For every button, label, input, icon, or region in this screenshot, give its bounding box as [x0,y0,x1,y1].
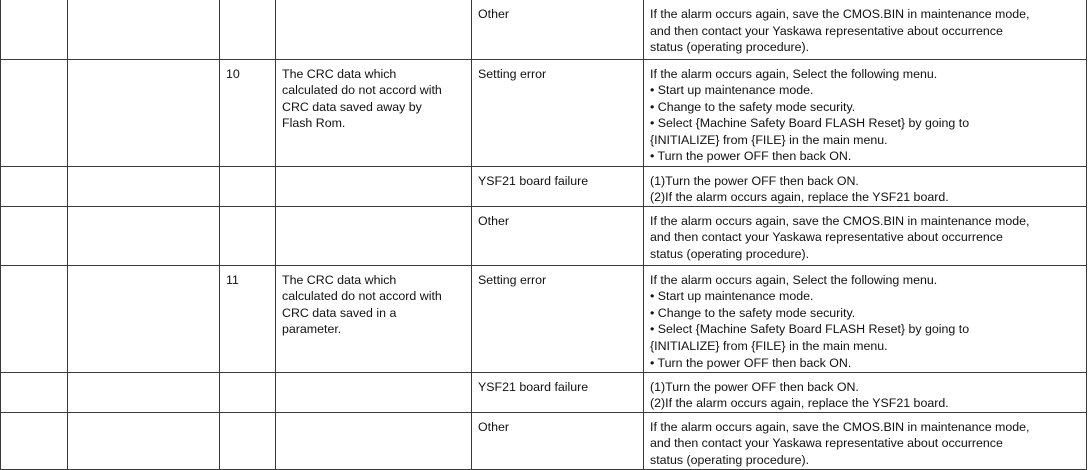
remedy-line: • Change to the safety mode security. [650,305,856,320]
alarm-name-cell [68,265,220,372]
remedy-line: and then contact your Yaskawa representative about occurrence [650,230,1003,245]
alarm-number-cell [1,59,68,166]
remedy-line: (2)If the alarm occurs again, replace the YSF21 board. [650,396,949,411]
alarm-table-body [1,0,1087,469]
remedy-line: If the alarm occurs again, Select the following menu. [650,66,938,81]
remedy-line: • Select {Machine Safety Board FLASH Reset} by going to [650,116,970,131]
meaning-line: CRC data saved away by [282,99,422,114]
cause-text: YSF21 board failure [478,379,589,394]
cause-text: Setting error [478,272,547,287]
alarm-name-cell [68,372,220,412]
remedy-line: • Select {Machine Safety Board FLASH Reset} by going to [650,322,970,337]
cause-cell [472,206,644,265]
subcode-cell [220,166,276,206]
remedy-line: status (operating procedure). [650,40,810,55]
alarm-number-cell [1,265,68,372]
subcode-value: 10 [226,66,240,81]
meaning-cell [276,412,472,469]
cause-text: Other [478,7,509,21]
table-row [1,166,1087,206]
remedy-line: status (operating procedure). [650,453,810,468]
alarm-number-cell [1,372,68,412]
table-row [1,265,1087,372]
alarm-name-cell [68,166,220,206]
alarm-number-cell [1,206,68,265]
cause-text: YSF21 board failure [478,173,589,188]
remedy-line: and then contact your Yaskawa representative about occurrence [650,436,1003,451]
remedy-line: {INITIALIZE} from {FILE} in the main menu. [650,132,888,147]
cause-cell [472,372,644,412]
remedy-line: and then contact your Yaskawa representative about occurrence [650,23,1003,38]
alarm-name-cell [68,412,220,469]
meaning-cell [276,206,472,265]
meaning-cell [276,166,472,206]
subcode-cell [220,265,276,372]
remedy-cell [644,166,1087,206]
cause-cell [472,59,644,166]
table-row [1,0,1087,59]
remedy-line: If the alarm occurs again, save the CMOS.BIN in maintenance mode, [650,213,1030,228]
cause-cell [472,412,644,469]
table-row [1,372,1087,412]
cause-cell [472,166,644,206]
meaning-cell [276,372,472,412]
cause-text: Setting error [478,66,547,81]
subcode-cell [220,0,276,59]
subcode-value: 11 [226,272,239,287]
subcode-cell [220,372,276,412]
remedy-line: (1)Turn the power OFF then back ON. [650,173,859,188]
cause-cell [472,265,644,372]
alarm-name-cell [68,0,220,59]
cause-cell [472,0,644,59]
alarm-name-cell [68,206,220,265]
subcode-cell [220,206,276,265]
meaning-line: parameter. [282,322,342,337]
alarm-number-cell [1,412,68,469]
meaning-line: calculated do not accord with [282,289,442,304]
remedy-line: If the alarm occurs again, Select the following menu. [650,272,938,287]
cause-text: Other [478,419,509,434]
cause-text: Other [478,213,509,228]
remedy-cell [644,372,1087,412]
meaning-cell [276,265,472,372]
remedy-line: • Turn the power OFF then back ON. [650,149,852,164]
remedy-cell [644,206,1087,265]
table-row [1,59,1087,166]
remedy-line: {INITIALIZE} from {FILE} in the main menu. [650,339,888,354]
remedy-line: • Start up maintenance mode. [650,289,814,304]
remedy-cell [644,59,1087,166]
meaning-line: Flash Rom. [282,116,346,131]
remedy-line: If the alarm occurs again, save the CMOS.BIN in maintenance mode, [650,7,1030,21]
meaning-line: The CRC data which [282,272,397,287]
remedy-cell [644,265,1087,372]
table-row [1,206,1087,265]
meaning-cell [276,59,472,166]
table-row [1,412,1087,469]
remedy-cell [644,412,1087,469]
subcode-cell [220,412,276,469]
meaning-cell [276,0,472,59]
meaning-line: calculated do not accord with [282,83,442,98]
meaning-line: CRC data saved in a [282,305,397,320]
remedy-line: (1)Turn the power OFF then back ON. [650,379,859,394]
alarm-number-cell [1,166,68,206]
remedy-line: • Change to the safety mode security. [650,99,856,114]
alarm-number-cell [1,0,68,59]
remedy-line: (2)If the alarm occurs again, replace the YSF21 board. [650,190,949,205]
remedy-cell [644,0,1087,59]
alarm-name-cell [68,59,220,166]
meaning-line: The CRC data which [282,66,397,81]
remedy-line: status (operating procedure). [650,246,810,261]
remedy-line: If the alarm occurs again, save the CMOS.BIN in maintenance mode, [650,419,1030,434]
remedy-line: • Turn the power OFF then back ON. [650,355,852,370]
remedy-line: • Start up maintenance mode. [650,83,814,98]
subcode-cell [220,59,276,166]
